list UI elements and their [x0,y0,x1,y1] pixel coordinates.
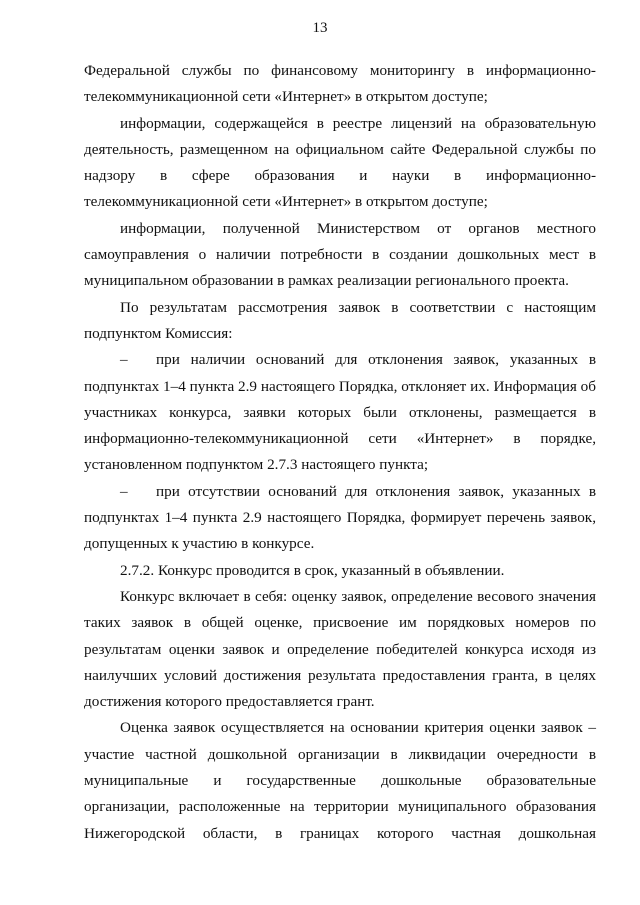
paragraph: По результатам рассмотрения заявок в соответствии с настоящим подпунктом Комиссия: [84,298,596,342]
dash-marker: – [120,351,128,369]
paragraph: Оценка заявок осуществляется на основании критерия оценки заявок – участие частной дошкольной организации в ликвидации очередности в муниципальные и государственные дошкольные образовательные организации, расположенные на территории муниципального образования Нижегородской области, в границах которого частная дошкольная [84,719,596,842]
paragraph: информации, содержащейся в реестре лицензий на образовательную деятельность, размещенном на официальном сайте Федеральной службы по надзору в сфере образования и науки в информационно-телекоммуникационной сети «Интернет» в открытом доступе; [84,114,596,211]
document-body [84,58,596,847]
paragraph: 2.7.2. Конкурс проводится в срок, указанный в объявлении. [120,561,505,579]
page-number: 13 [312,20,328,36]
paragraph: информации, полученной Министерством от органов местного самоуправления о наличии потребности в создании дошкольных мест в муниципальном образовании в рамках реализации регионального проекта. [84,219,596,290]
dash-marker: – [120,482,128,500]
paragraph: Конкурс включает в себя: оценку заявок, определение весового значения таких заявок в общей оценке, присвоение им порядковых номеров по результатам оценки заявок и определение победителей конкурса исходя из наилучших условий достижения результата предоставления гранта, в целях достижения которого предоставляется грант. [84,587,596,711]
list-item [84,479,596,558]
list-item [84,347,596,478]
paragraph: Федеральной службы по финансовому мониторингу в информационно-телекоммуникационной сети «Интернет» в открытом доступе; [84,62,596,106]
list-item-text: при отсутствии оснований для отклонения заявок, указанных в подпунктах 1–4 пункта 2.9 настоящего Порядка, формирует перечень заявок, допущенных к участию в конкурсе. [84,482,596,553]
list-item-text: при наличии оснований для отклонения заявок, указанных в подпунктах 1–4 пункта 2.9 настоящего Порядка, отклоняет их. Информация об участниках конкурса, заявки которых были отклонены, размещается в информационно-телекоммуникационной сети «Интернет» в порядке, установленном подпунктом 2.7.3 настоящего пункта; [84,351,596,474]
